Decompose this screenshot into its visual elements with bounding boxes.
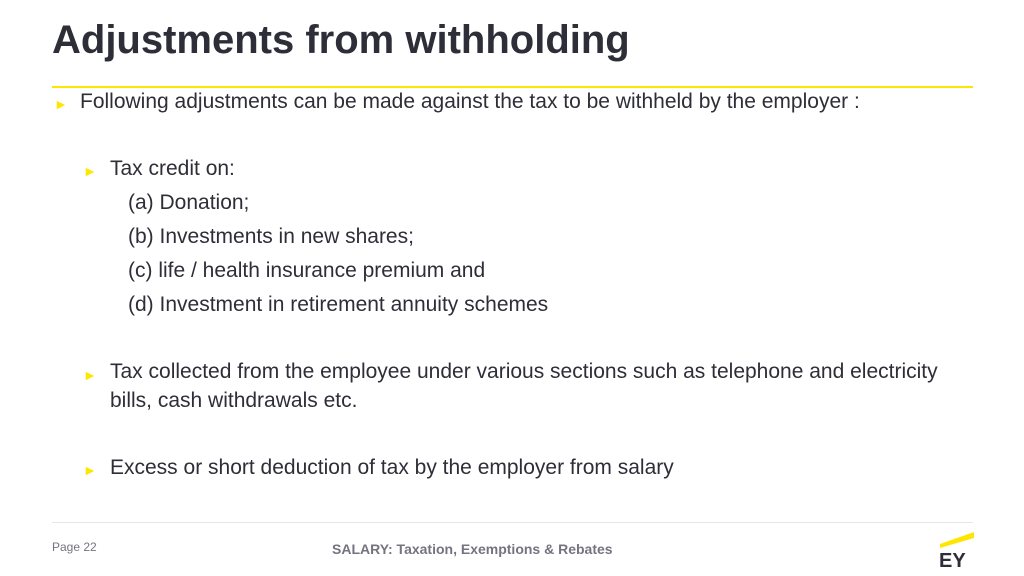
triangle-bullet-icon: ► [83, 163, 97, 179]
list-item-insurance-premium: (c) life / health insurance premium and [128, 259, 486, 282]
list-item-donation: (a) Donation; [128, 191, 250, 214]
footer-divider [52, 522, 973, 523]
triangle-bullet-icon: ► [83, 462, 97, 478]
ey-logo-icon [936, 530, 978, 570]
sub-bullet-tax-collected: Tax collected from the employee under various sections such as telephone and electricity bills, cash withdrawals etc. [110, 360, 938, 412]
title-underline [52, 86, 973, 88]
lead-bullet-text: Following adjustments can be made against the tax to be withheld by the employer : [80, 90, 860, 113]
list-item-investments-new-shares: (b) Investments in new shares; [128, 225, 414, 248]
list-item-retirement-annuity: (d) Investment in retirement annuity schemes [128, 293, 549, 316]
logo-text: EY [939, 550, 966, 570]
sub-bullet-tax-credit: Tax credit on: [110, 157, 235, 180]
slide-title: Adjustments from withholding [52, 18, 630, 62]
triangle-bullet-icon: ► [54, 96, 68, 112]
page-number: Page 22 [52, 540, 97, 554]
sub-bullet-excess-short-deduction: Excess or short deduction of tax by the employer from salary [110, 456, 674, 479]
triangle-bullet-icon: ► [83, 367, 97, 383]
footer-title: SALARY: Taxation, Exemptions & Rebates [332, 541, 613, 557]
